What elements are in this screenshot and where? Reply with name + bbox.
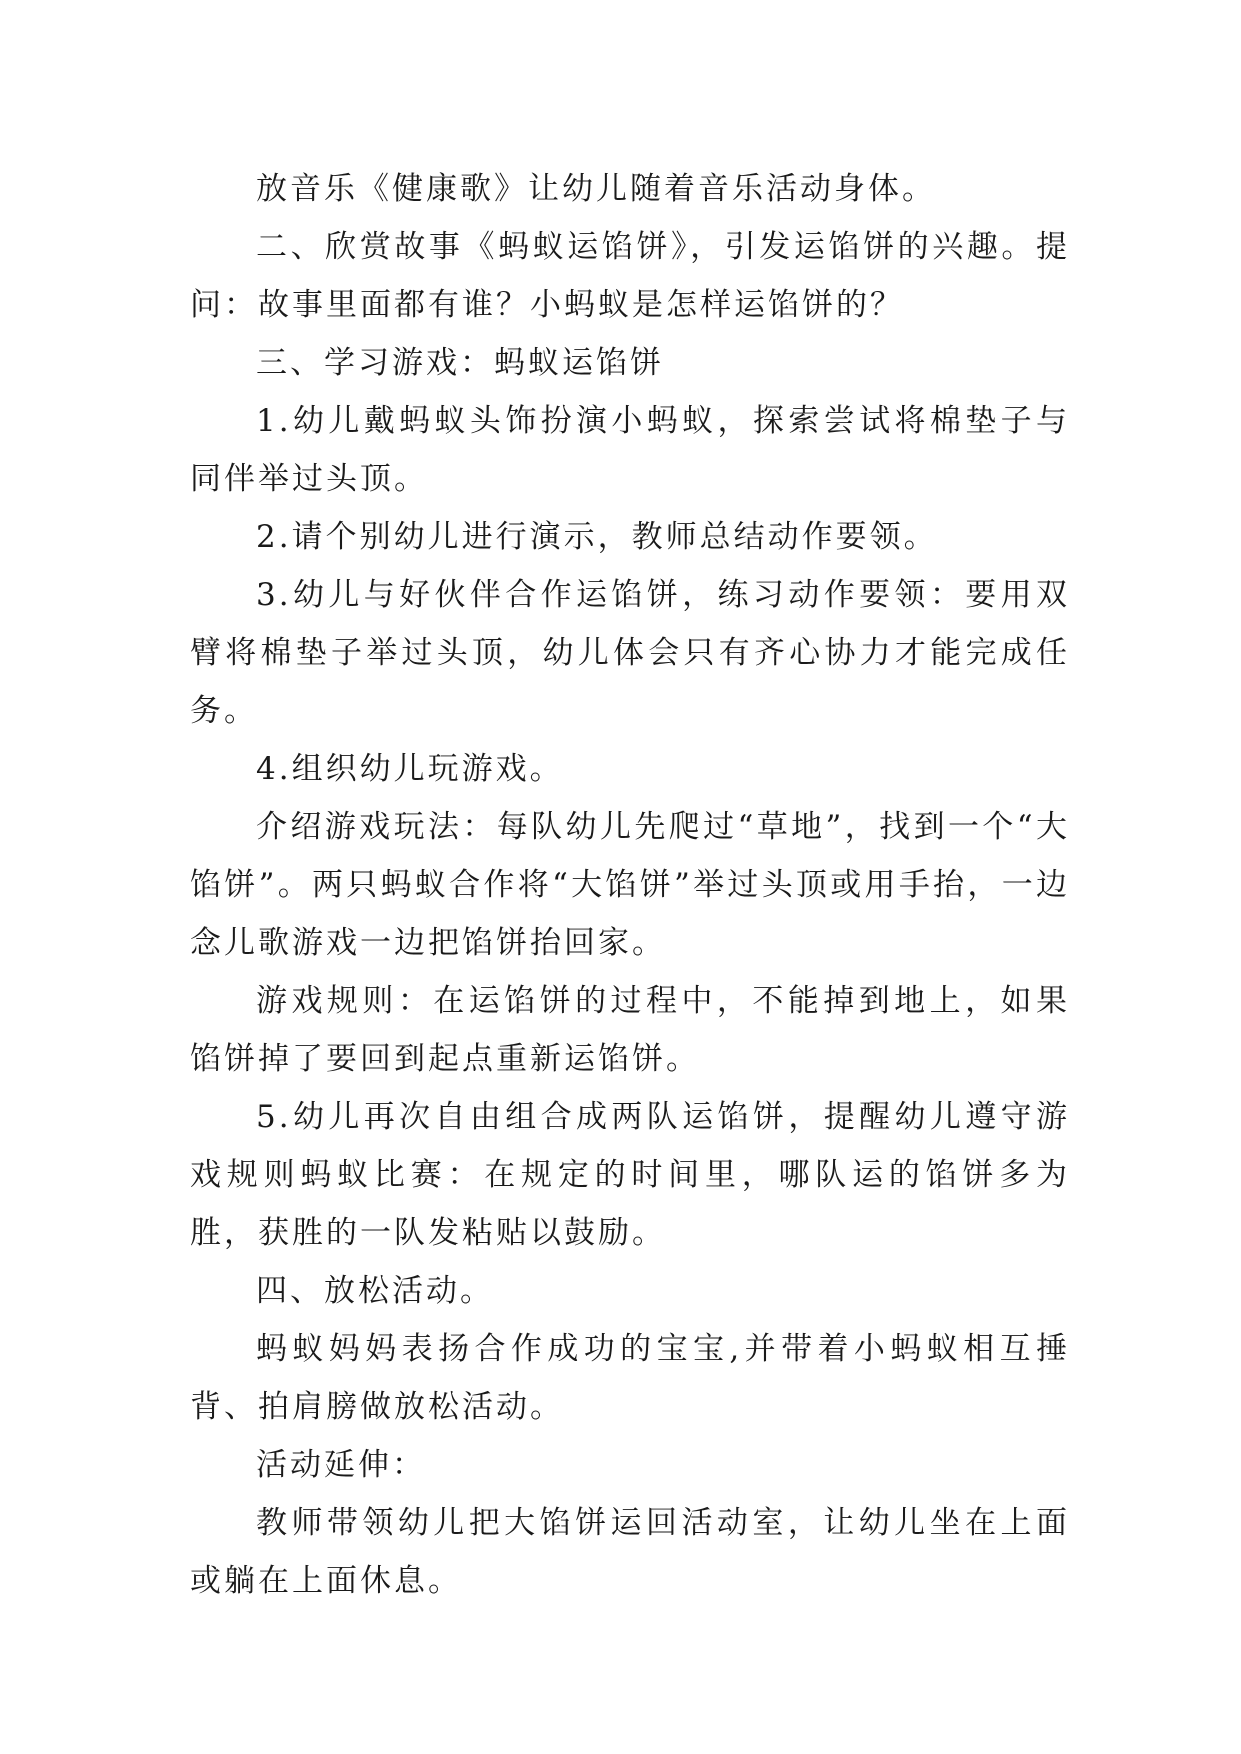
paragraph-game-method: 介绍游戏玩法：每队幼儿先爬过“草地”，找到一个“大馅饼”。两只蚂蚁合作将“大馅饼”举过头顶或用手抬，一边念儿歌游戏一边把馅饼抬回家。 xyxy=(190,809,1070,961)
paragraph-step-3: 3.幼儿与好伙伴合作运馅饼，练习动作要领：要用双臂将棉垫子举过头顶，幼儿体会只有齐心协力才能完成任务。 xyxy=(190,577,1070,729)
paragraph-relaxation: 蚂蚁妈妈表扬合作成功的宝宝,并带着小蚂蚁相互捶背、拍肩膀做放松活动。 xyxy=(190,1331,1070,1425)
paragraph-intro-music: 放音乐《健康歌》让幼儿随着音乐活动身体。 xyxy=(256,171,936,207)
paragraph-game-rules: 游戏规则：在运馅饼的过程中，不能掉到地上，如果馅饼掉了要回到起点重新运馅饼。 xyxy=(190,983,1070,1077)
paragraph-step-2: 2.请个别幼儿进行演示，教师总结动作要领。 xyxy=(256,519,938,555)
paragraph-extension-heading: 活动延伸： xyxy=(256,1447,426,1483)
paragraph-section-three-heading: 三、学习游戏：蚂蚁运馅饼 xyxy=(256,345,664,381)
document-body xyxy=(190,160,1070,1610)
paragraph-step-1: 1.幼儿戴蚂蚁头饰扮演小蚂蚁，探索尝试将棉垫子与同伴举过头顶。 xyxy=(190,403,1070,497)
paragraph-section-four-heading: 四、放松活动。 xyxy=(256,1273,494,1309)
paragraph-section-two: 二、欣赏故事《蚂蚁运馅饼》，引发运馅饼的兴趣。提问：故事里面都有谁？小蚂蚁是怎样运馅饼的？ xyxy=(190,229,1070,323)
paragraph-extension: 教师带领幼儿把大馅饼运回活动室，让幼儿坐在上面或躺在上面休息。 xyxy=(190,1505,1070,1599)
paragraph-step-4: 4.组织幼儿玩游戏。 xyxy=(256,751,564,787)
paragraph-step-5: 5.幼儿再次自由组合成两队运馅饼，提醒幼儿遵守游戏规则蚂蚁比赛：在规定的时间里，哪队运的馅饼多为胜，获胜的一队发粘贴以鼓励。 xyxy=(190,1099,1070,1251)
